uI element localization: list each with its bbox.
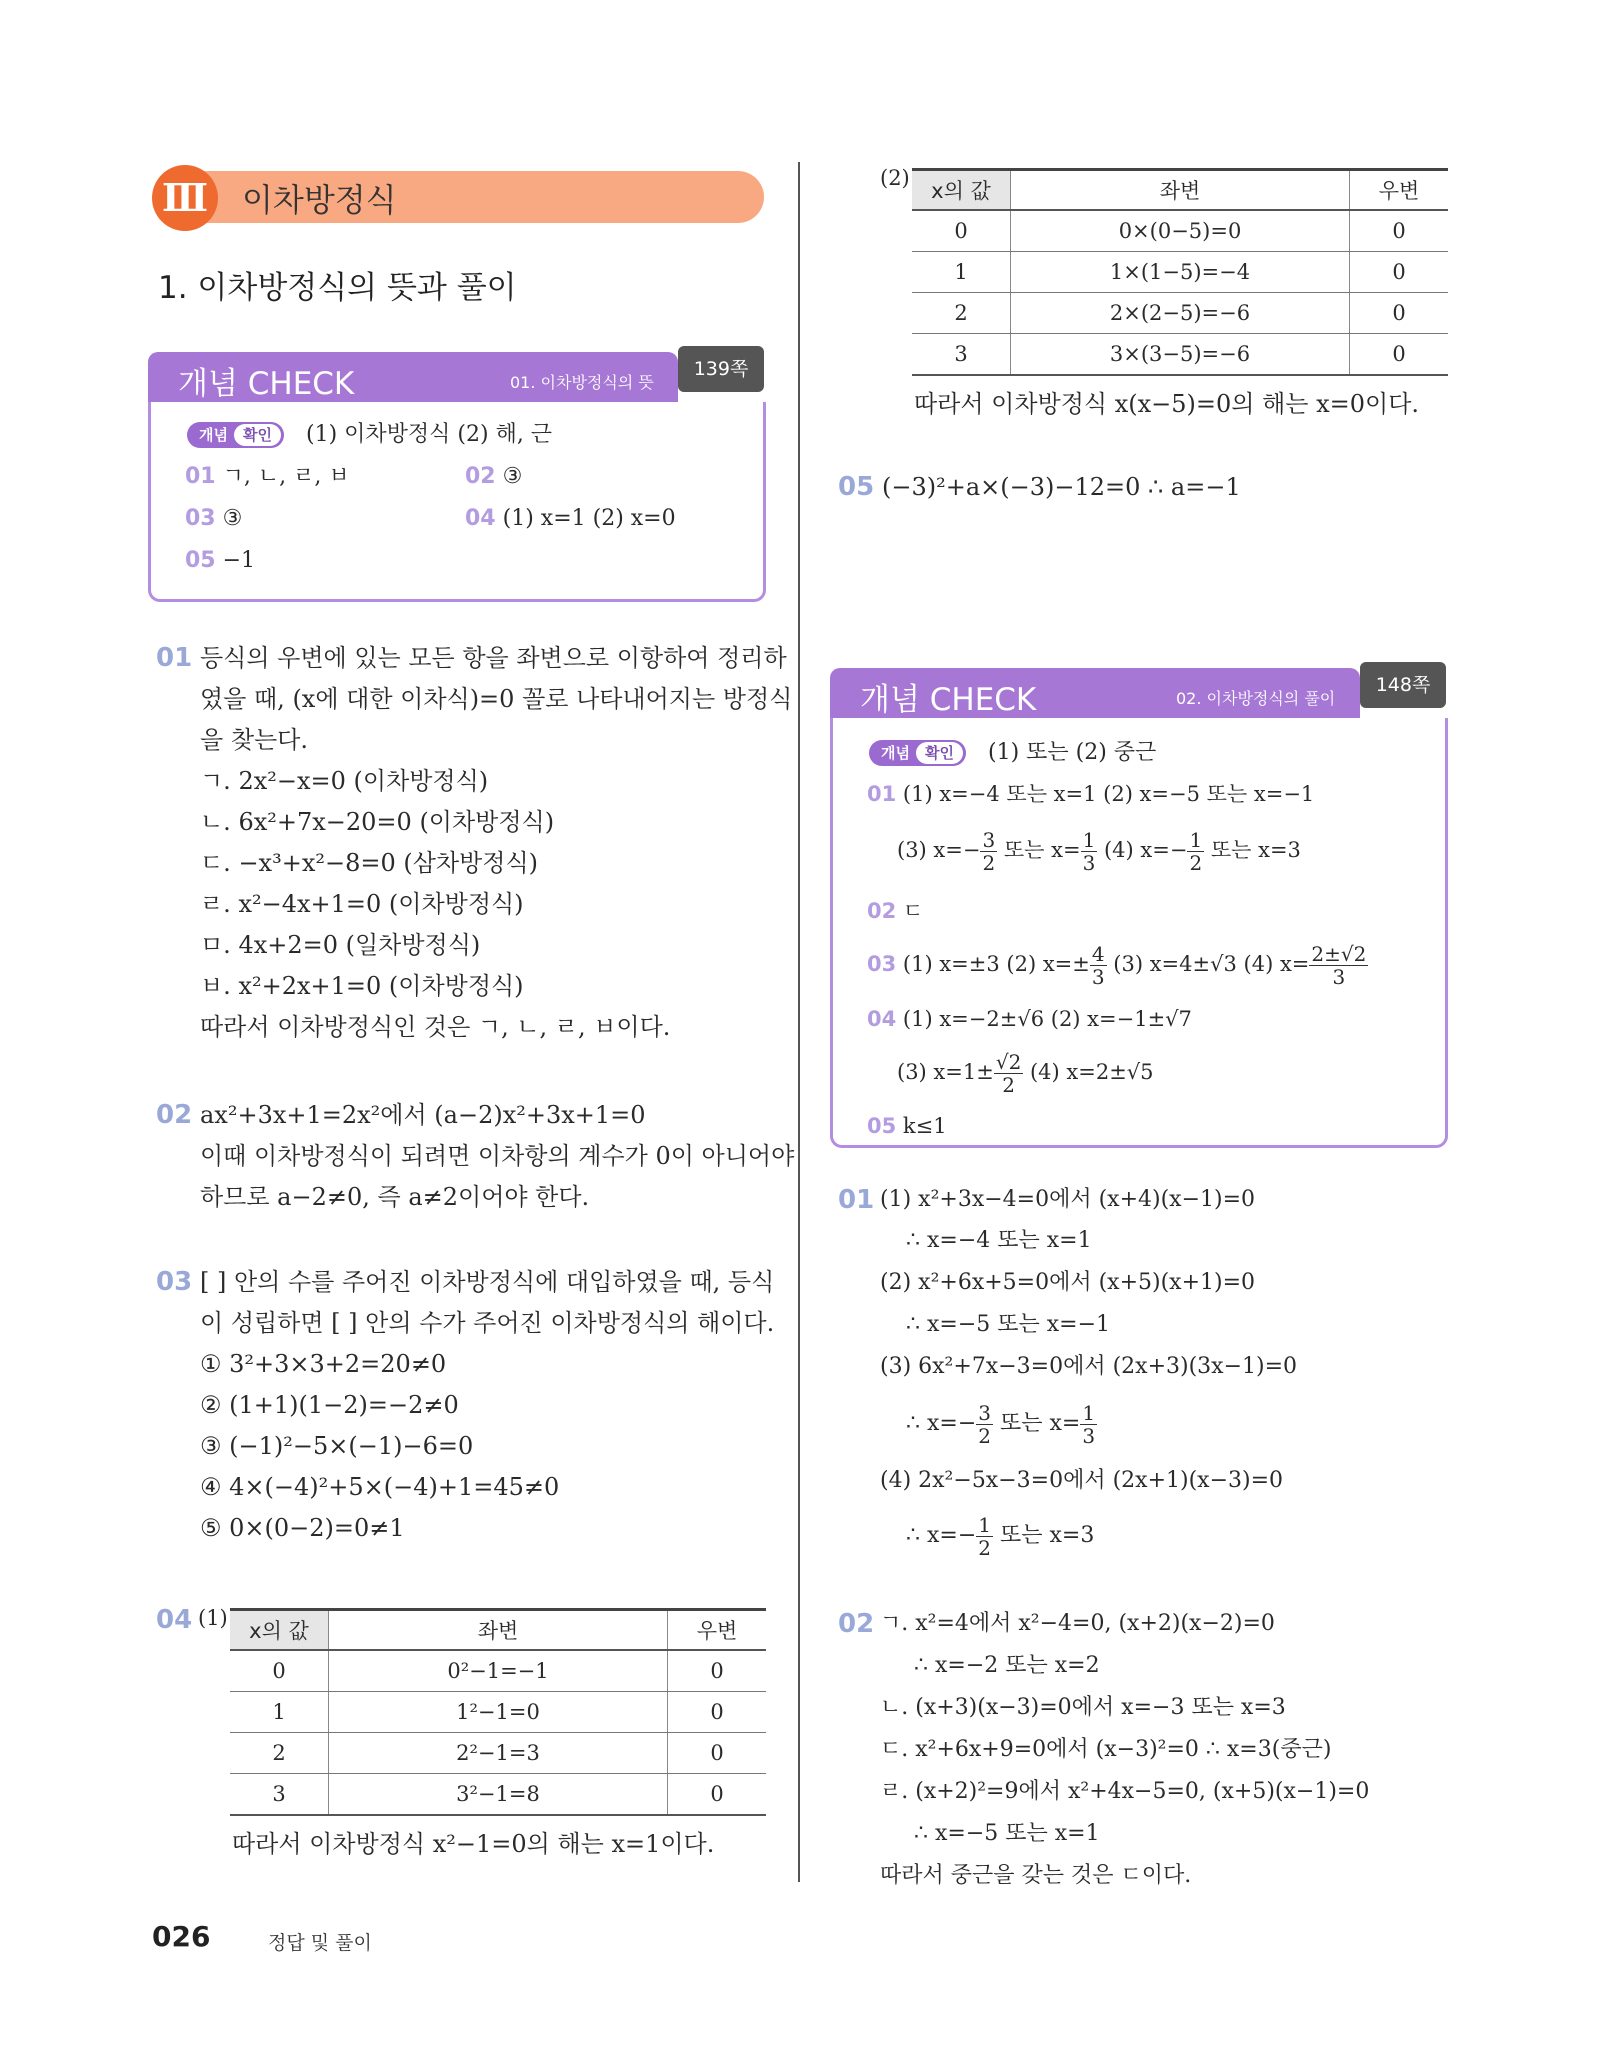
question-number: 01 bbox=[156, 643, 193, 673]
answer-line: ㄹ. (x+2)²=9에서 x²+4x−5=0, (x+5)(x−1)=0 bbox=[880, 1779, 1370, 1804]
check1-item-03: 03 ③ bbox=[185, 506, 243, 531]
table-row: 0 0×(0−5)=0 0 bbox=[912, 210, 1448, 252]
concept-confirm-text: (1) 이차방정식 (2) 해, 근 bbox=[306, 422, 553, 447]
check1-item-04: 04 (1) x=1 (2) x=0 bbox=[465, 506, 676, 531]
sub-question-label: (2) bbox=[880, 166, 910, 190]
answer-line: ㄷ. x²+6x+9=0에서 (x−3)²=0 ∴ x=3(중근) bbox=[880, 1737, 1332, 1762]
answer-02-explanation: ax²+3x+1=2x²에서 (a−2)x²+3x+1=0 이때 이차방정식이 되려면 이차항의 계수가 0이 아니어야 하므로 a−2≠0, 즉 a≠2이어야 한다. bbox=[200, 1101, 795, 1211]
answer-line: (2) x²+6x+5=0에서 (x+5)(x+1)=0 bbox=[880, 1270, 1256, 1295]
answer-line: ㄱ. x²=4에서 x²−4=0, (x+2)(x−2)=0 bbox=[880, 1611, 1275, 1636]
concept-check-title: 개념 CHECK bbox=[860, 682, 1037, 718]
table-row: 0 0²−1=−1 0 bbox=[230, 1650, 766, 1692]
page-reference: 148쪽 bbox=[1360, 662, 1446, 708]
table-row: 3 3×(3−5)=−6 0 bbox=[912, 334, 1448, 376]
page-reference: 139쪽 bbox=[678, 346, 764, 392]
check1-item-02: 02 ③ bbox=[465, 464, 523, 489]
answer-line: ∴ x=− $\frac{3}{2}$ 또는 x= $\frac{1}{3}$ bbox=[906, 1400, 1096, 1448]
check2-item-02: 02 ㄷ bbox=[867, 899, 924, 923]
section-title: 1. 이차방정식의 뜻과 풀이 bbox=[158, 270, 517, 306]
question-number: 02 bbox=[838, 1609, 875, 1639]
check2-item-03: 03 (1) x=±3 (2) x=± $\frac{4}{3}$ (3) x=4±√3 (4) x= $\frac{2\pm√2}{3}$ bbox=[867, 942, 1367, 989]
concept-check-title: 개념 CHECK bbox=[178, 366, 355, 402]
answer-line: ∴ x=−4 또는 x=1 bbox=[906, 1228, 1092, 1253]
concept-confirm-text: (1) 또는 (2) 중근 bbox=[988, 740, 1157, 765]
question-number: 02 bbox=[156, 1100, 193, 1130]
table-row: 2 2×(2−5)=−6 0 bbox=[912, 293, 1448, 334]
table-row: 1 1×(1−5)=−4 0 bbox=[912, 252, 1448, 293]
table-row: 2 2²−1=3 0 bbox=[230, 1733, 766, 1774]
table-row: 3 3²−1=8 0 bbox=[230, 1774, 766, 1816]
question-number: 04 bbox=[156, 1605, 193, 1635]
answer-line: (3) 6x²+7x−3=0에서 (2x+3)(3x−1)=0 bbox=[880, 1354, 1298, 1379]
check1-item-05: 05 −1 bbox=[185, 548, 256, 573]
chapter-numeral: Ⅲ bbox=[152, 165, 218, 231]
check2-item-01: 01 (1) x=−4 또는 x=1 (2) x=−5 또는 x=−1 bbox=[867, 782, 1315, 806]
question-number: 03 bbox=[156, 1267, 193, 1297]
concept-check-header bbox=[830, 668, 1360, 718]
table-conclusion: 따라서 이차방정식 x²−1=0의 해는 x=1이다. bbox=[232, 1830, 715, 1858]
page-number: 026 bbox=[152, 1920, 211, 1953]
sub-question-label: (1) bbox=[198, 1606, 228, 1630]
answer-line: ㄴ. (x+3)(x−3)=0에서 x=−3 또는 x=3 bbox=[880, 1695, 1286, 1720]
concept-check-box-1 bbox=[148, 352, 766, 602]
concept-check-body bbox=[830, 718, 1448, 1148]
table-conclusion: 따라서 이차방정식 x(x−5)=0의 해는 x=0이다. bbox=[914, 390, 1420, 418]
answer-03-explanation: [ ] 안의 수를 주어진 이차방정식에 대입하였을 때, 등식 이 성립하면 [ ] 안의 수가 주어진 이차방정식의 해이다. ① 3²+3×3+2=20≠0 ② (1+1)(1−2)=−2≠0 ③ (−1)²−5×(−1)−6=0 ④ 4×(−4)²+5×(−4)+1=45≠0 ⑤ 0×(0−2)=0≠1 bbox=[200, 1268, 775, 1542]
table-header: x의 값 bbox=[912, 170, 1011, 211]
chapter-title: 이차방정식 bbox=[242, 181, 397, 219]
answer-01-explanation: 등식의 우변에 있는 모든 항을 좌변으로 이항하여 정리하 였을 때, (x에 대한 이차식)=0 꼴로 나타내어지는 방정식 을 찾는다. ㄱ. 2x²−x=0 (이차방정식) ㄴ. 6x²+7x−20=0 (이차방정식) ㄷ. −x³+x²−8=0 (삼차방정식) ㄹ. x²−4x+1=0 (이차방정식) ㅁ. 4x+2=0 (일차방정식) ㅂ. x²+2x+1=0 (이차방정식) 따라서 이차방정식인 것은 ㄱ, ㄴ, ㄹ, ㅂ이다. bbox=[200, 644, 793, 1041]
table-header: x의 값 bbox=[230, 1610, 329, 1651]
table-x-values-2 bbox=[912, 168, 1448, 376]
answer-line: ∴ x=−2 또는 x=2 bbox=[914, 1653, 1100, 1678]
concept-confirm-badge: 개념 확인 bbox=[869, 740, 966, 766]
answer-line: ∴ x=−5 또는 x=1 bbox=[914, 1821, 1100, 1846]
answer-line: ∴ x=−5 또는 x=−1 bbox=[906, 1312, 1111, 1337]
answer-line: ∴ x=− $\frac{1}{2}$ 또는 x=3 bbox=[906, 1512, 1095, 1560]
concept-check-subtitle: 01. 이차방정식의 뜻 bbox=[510, 373, 654, 392]
table-header: 우변 bbox=[1350, 170, 1449, 211]
column-divider bbox=[798, 162, 800, 1882]
footer-label: 정답 및 풀이 bbox=[268, 1932, 372, 1954]
concept-check-box-2 bbox=[830, 668, 1448, 1148]
table-header: 좌변 bbox=[1011, 170, 1350, 211]
concept-confirm-badge: 개념 확인 bbox=[187, 422, 284, 448]
check1-item-01: 01 ㄱ, ㄴ, ㄹ, ㅂ bbox=[185, 464, 350, 489]
check2-item-04-cont: (3) x=1± $\frac{√2}{2}$ (4) x=2±√5 bbox=[897, 1050, 1154, 1097]
answer-line: 따라서 중근을 갖는 것은 ㄷ이다. bbox=[880, 1863, 1192, 1888]
check2-item-04: 04 (1) x=−2±√6 (2) x=−1±√7 bbox=[867, 1007, 1192, 1031]
answer-05-text: (−3)²+a×(−3)−12=0 ∴ a=−1 bbox=[882, 473, 1241, 501]
concept-check-body bbox=[148, 402, 766, 602]
answer-line: (1) x²+3x−4=0에서 (x+4)(x−1)=0 bbox=[880, 1187, 1256, 1212]
table-x-values-1 bbox=[230, 1608, 766, 1816]
question-number: 05 bbox=[838, 472, 875, 502]
table-row: 1 1²−1=0 0 bbox=[230, 1692, 766, 1733]
concept-check-header bbox=[148, 352, 678, 402]
chapter-banner bbox=[152, 165, 764, 227]
table-header: 좌변 bbox=[329, 1610, 668, 1651]
check2-item-05: 05 k≤1 bbox=[867, 1114, 947, 1138]
concept-check-subtitle: 02. 이차방정식의 풀이 bbox=[1176, 689, 1336, 708]
check2-item-01-cont: (3) x=− $\frac{3}{2}$ 또는 x= $\frac{1}{3}$ (4) x=− $\frac{1}{2}$ 또는 x=3 bbox=[897, 828, 1301, 875]
table-header: 우변 bbox=[668, 1610, 767, 1651]
question-number: 01 bbox=[838, 1185, 875, 1215]
answer-line: (4) 2x²−5x−3=0에서 (2x+1)(x−3)=0 bbox=[880, 1468, 1284, 1493]
